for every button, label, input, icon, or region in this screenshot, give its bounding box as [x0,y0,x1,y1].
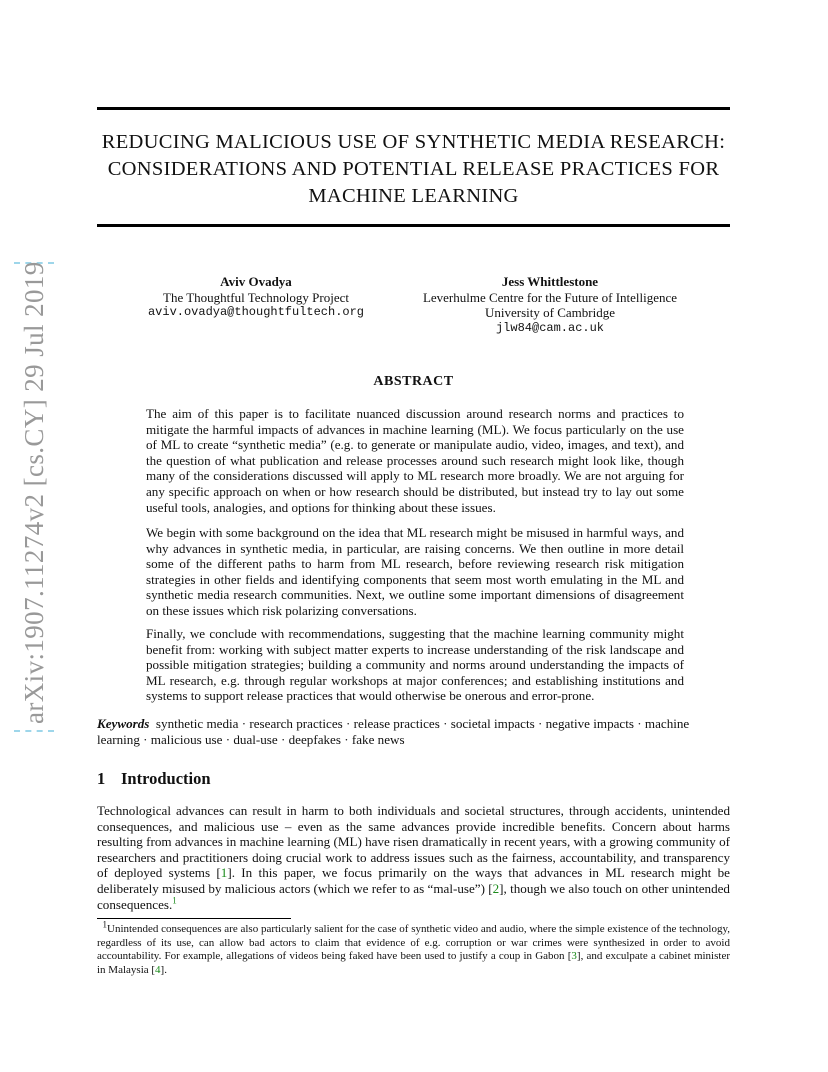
author-block [140,274,372,321]
footnote-mark: 1 [102,919,107,930]
citation-link[interactable]: 4 [155,964,161,977]
footnote-text: Unintended consequences are also particularly salient for the case of synthetic video and audio, where the simple existence of the technology, regardless of its use, can allow bad actors to claim that evidence of e.g. corruption or war crimes were synthesized in order to avoid accountability. For example, allegations of videos being faked have been used to justify a coup in Gabon [ [97,923,731,963]
abstract-paragraph: Finally, we conclude with recommendations, suggesting that the machine learning community might benefit from: working with subject matter experts to increase understanding of the risk landscape and possible mitigation strategies; building a community and norms around understanding the impacts of ML research, e.g. through regular workshops at major conferences; and establishing institutions and systems to support release practices that would otherwise be onerous and error-prone. [146,626,684,704]
keywords [97,716,730,747]
citation-link[interactable]: 2 [492,880,500,896]
citation-link[interactable]: 3 [571,950,577,963]
title-rule-bottom [97,224,730,227]
paper-title [97,129,730,210]
author-name: Jess Whittlestone [501,274,599,289]
title-line: REDUCING MALICIOUS USE OF SYNTHETIC MEDIA RESEARCH: [101,131,726,153]
abstract-paragraph: We begin with some background on the idea that ML research might be misused in harmful ways, and why advances in synthetic media, in particular, are raising concerns. We then outline in more detail some of the different paths to harm from ML research, before reviewing research risk mitigation strategies in other fields and identifying components that seem most worth emulating in the ML and synthetic media research communities. Next, we outline some important dimensions of disagreement on these issues which risk polarizing conversations. [146,525,684,618]
footnote [97,919,731,978]
keywords-label: Keywords [97,716,150,731]
footnote-text: ]. [160,964,167,977]
intro-paragraph [97,803,730,912]
section-title: Introduction [121,769,211,788]
intro-text: Technological advances can result in harm to both individuals and societal structures, through accidents, unintended consequences, and malicious use – even as the same advances provide incredible benefits. Concern about harms resulting from advances in machine learning (ML) have risen dramatically in recent years, with a growing community of researchers and practitioners doing crucial work to address issues such as the fairness, accountability, and transparency of deployed systems [ [97,803,730,881]
section-heading [97,769,211,789]
intro-text: ]. In this paper, we focus primarily on the ways that advances in ML research might be deliberately misused by malicious actors (which we refer to as “mal-use”) [ [97,865,730,896]
title-line: CONSIDERATIONS AND POTENTIAL RELEASE PRACTICES FOR [107,158,720,180]
footnote-text: ], and exculpate a cabinet minister in Malaysia [ [97,950,730,977]
footnote-rule [97,918,291,919]
section-number: 1 [97,769,106,788]
title-rule-top [97,107,730,110]
keywords-list: synthetic media · research practices · release practices · societal impacts · negative impacts · machine learning · malicious use · dual-use · deepfakes · fake news [97,716,690,747]
abstract-paragraph: The aim of this paper is to facilitate nuanced discussion around research norms and practices to mitigate the harmful impacts of advances in machine learning (ML). We focus particularly on the use of ML to create “synthetic media” (e.g. to generate or manipulate audio, video, images, and text), and the question of what publication and release processes around such research might look like, though many of the considerations discussed will apply to ML research more broadly. We are not arguing for any specific approach on when or how research should be distributed, but instead try to lay out some useful tools, analogies, and options for thinking about these issues. [146,406,684,515]
author-affiliation: Leverhulme Centre for the Future of Intelligence [422,289,678,305]
author-affiliation: University of Cambridge [485,305,615,320]
intro-text: ], though we also touch on other unintended consequences. [97,880,730,912]
author-email[interactable]: aviv.ovadya@thoughtfultech.org [147,305,365,319]
author-email[interactable]: jlw84@cam.ac.uk [495,320,605,335]
footnote-link[interactable]: 1 [172,895,177,906]
author-affiliation: The Thoughtful Technology Project [163,289,349,305]
citation-link[interactable]: 1 [220,865,228,881]
abstract-heading: ABSTRACT [373,374,454,389]
arxiv-identifier-stamp: arXiv:1907.11274v2 [cs.CY] 29 Jul 2019 [14,262,54,732]
author-block [400,274,700,336]
title-line: MACHINE LEARNING [308,185,519,207]
author-name: Aviv Ovadya [220,274,292,289]
